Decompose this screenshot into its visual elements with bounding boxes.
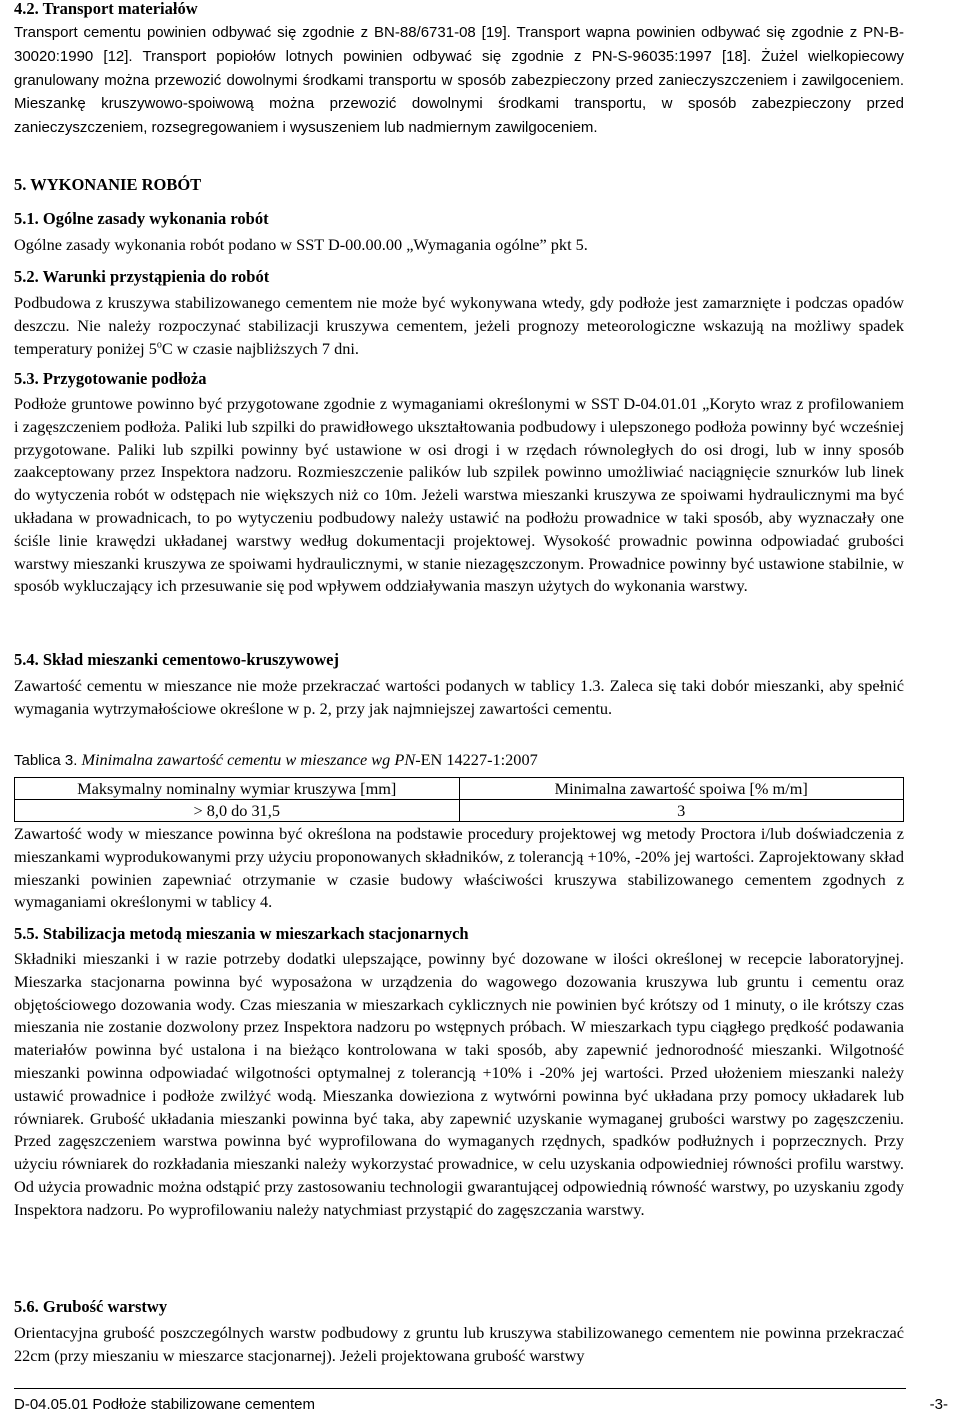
start-conditions-text-end: C w czasie najbliższych 7 dni.: [161, 338, 359, 358]
section-heading-5-6: 5.6. Grubość warstwy: [14, 1297, 168, 1316]
footer-document-title: D-04.05.01 Podłoże stabilizowane cementem: [14, 1396, 316, 1413]
paragraph-transport-text: Transport cementu powinien odbywać się zgodnie z BN-88/6731-08 [19]. Transport wapna powinien odbywać się zgodnie z PN-B-30020:1990 [12]. Transport popiołów lotnych powinien odbywać się zgodnie z PN-S-96035:1997 [18]. Żużel wielkopiecowy granulowany można przewozić dowolnymi środkami transportu w sposób zabezpieczony przed zanieczyszczeniem i zawilgoceniem. Mieszankę kruszywowo-spoiwową można przewozić dowolnymi środkami transportu, w sposób zabezpieczony przed zanieczyszczeniem, rozsegregowaniem i wysuszeniem lub nadmiernym zawilgoceniem.: [14, 24, 904, 137]
table-row: [15, 800, 904, 822]
table-caption-italic: Minimalna zawartość cementu w mieszance wg PN: [81, 750, 416, 769]
section-heading-5: 5. WYKONANIE ROBÓT: [14, 175, 202, 194]
section-heading-4-2: 4.2. Transport materiałów: [14, 0, 198, 18]
paragraph-start-conditions: [14, 292, 904, 360]
table-cell: > 8,0 do 31,5: [15, 800, 460, 822]
cement-content-table: [14, 777, 904, 822]
paragraph-stationary-mixing: Składniki mieszanki i w razie potrzeby dodatki ulepszające, powinny być dozowane w ilości określonej w recepcie laboratoryjnej. Mieszarka stacjonarna powinna być wyposażona w urządzenia do wagowego dozowania kruszywa lub gruntu i cementu oraz objętościowego dozowania wody. Czas mieszania w mieszarkach cyklicznych nie powinien być krótszy od 1 minuty, o ile krótszy czas mieszania nie zostanie dozwolony przez Inspektora nadzoru po wstępnych próbach. W mieszarkach typu ciągłego prędkość podawania materiałów powinna być ustalona i na bieżąco kontrolowana w taki sposób, aby zapewnić jednorodność mieszanki. Wilgotność mieszanki powinna odpowiadać wilgotności optymalnej z tolerancją +10% i -20% jej wartości. Przed ułożeniem mieszanki należy ustawić prowadnice i podłoże zwilżyć wodą. Mieszanka dowieziona z wytwórni powinna być układana przy pomocy układarek lub równiarek. Grubość układania mieszanki powinna być taka, aby zapewnić uzyskanie wymaganej grubości warstwy po zagęszczeniu. Przed zagęszczeniem warstwa powinna być wyprofilowana do wymaganych rzędnych, spadków podłużnych i poprzecznych. Przy użyciu równiarek do rozkładania mieszanki należy wykorzystać prowadnice, w celu uzyskania odpowiedniej równości profilu warstwy. Od użycia prowadnic można odstąpić przy zastosowaniu technologii gwarantującej odpowiednią równość warstwy, po uzyskaniu zgody Inspektora nadzoru. Po wyprofilowaniu należy natychmiast przystąpić do zagęszczania warstwy.: [14, 949, 904, 1219]
footer-page-number: -3-: [929, 1396, 948, 1413]
paragraph-subgrade-preparation: Podłoże gruntowe powinno być przygotowane zgodnie z wymaganiami określonymi w SST D-04.01.01 „Koryto wraz z profilowaniem i zagęszczeniem podłoża. Paliki lub szpilki do prawidłowego ukształtowania podbudowy i ulepszonego podłoża powinny być wcześniej przygotowane. Paliki lub szpilki powinny być ustawione w osi drogi i w rzędach równoległych do osi drogi, lub w inny sposób zaakceptowany przez Inspektora nadzoru. Rozmieszczenie palików lub szpilek powinno umożliwiać naciągnięcie sznurków lub linek do wytyczenia robót w odstępach nie większych niż co 10m. Jeżeli warstwa mieszanki kruszywa ze spoiwami hydraulicznymi ma być układana w prowadnicach, to po wytyczeniu podbudowy należy ustawić na podłożu prowadnice w taki sposób, aby wyznaczały one ściśle linie krawędzi układanej warstwy według dokumentacji projektowej. Wysokość prowadnic powinna odpowiadać grubości warstwy mieszanki kruszywa ze spoiwami hydraulicznymi, w stanie niezagęszczonym. Prowadnice powinny być ustawione stabilnie, w sposób wykluczający ich przesuwanie się pod wpływem oddziaływania maszyn użytych do wykonania warstwy.: [14, 394, 904, 596]
table-header-cell: Maksymalny nominalny wymiar kruszywa [mm]: [15, 778, 460, 800]
page-footer: [14, 1386, 948, 1413]
paragraph-layer-thickness: Orientacyjna grubość poszczególnych warstw podbudowy z gruntu lub kruszywa stabilizowanego cementem nie powinna przekraczać 22cm (przy mieszaniu w mieszarce stacjonarnej). Jeżeli projektowana grubość warstwy: [14, 1323, 904, 1365]
paragraph-water-content: Zawartość wody w mieszance powinna być określona na podstawie procedury projektowej wg metody Proctora i/lub doświadczenia z mieszankami wyprodukowanymi przy użyciu proponowanych składników, z tolerancją +10%, -20% jej wartości. Zaprojektowany skład mieszanki powinien zapewniać otrzymanie w czasie budowy właściwości kruszywa stabilizowanego cementem zgodnych z wymaganiami określonymi w tablicy 4.: [14, 824, 904, 912]
start-conditions-text: Podbudowa z kruszywa stabilizowanego cementem nie może być wykonywana wtedy, gdy podłoże jest zamarznięte i podczas opadów deszczu. Nie należy rozpoczynać stabilizacji kruszywa cementem, jeżeli prognozy meteorologiczne wskazują na możliwy spadek temperatury poniżej 5: [14, 293, 904, 358]
table-cell: 3: [459, 800, 904, 822]
section-heading-5-4: 5.4. Skład mieszanki cementowo-kruszywowej: [14, 650, 339, 669]
section-heading-5-3: 5.3. Przygotowanie podłoża: [14, 369, 207, 388]
paragraph-mix-composition: Zawartość cementu w mieszance nie może przekraczać wartości podanych w tablicy 1.3. Zaleca się taki dobór mieszanki, aby spełnić wymagania wytrzymałościowe określone w p. 2, przy jak najmniejszej zawartości cementu.: [14, 676, 904, 718]
degree-superscript: o: [156, 339, 162, 351]
section-heading-5-5: 5.5. Stabilizacja metodą mieszania w mieszarkach stacjonarnych: [14, 924, 469, 943]
paragraph-transport: [14, 21, 904, 140]
table-caption: [14, 749, 904, 772]
section-heading-5-2: 5.2. Warunki przystąpienia do robót: [14, 267, 270, 286]
table-header-cell: Minimalna zawartość spoiwa [% m/m]: [459, 778, 904, 800]
footer-divider: [14, 1388, 906, 1389]
table-label: Tablica 3.: [14, 752, 78, 769]
table-caption-rest: -EN 14227-1:2007: [415, 750, 538, 769]
section-heading-5-1: 5.1. Ogólne zasady wykonania robót: [14, 209, 269, 228]
table-header-row: [15, 778, 904, 800]
paragraph-general-rules: Ogólne zasady wykonania robót podano w SST D-00.00.00 „Wymagania ogólne” pkt 5.: [14, 235, 588, 254]
